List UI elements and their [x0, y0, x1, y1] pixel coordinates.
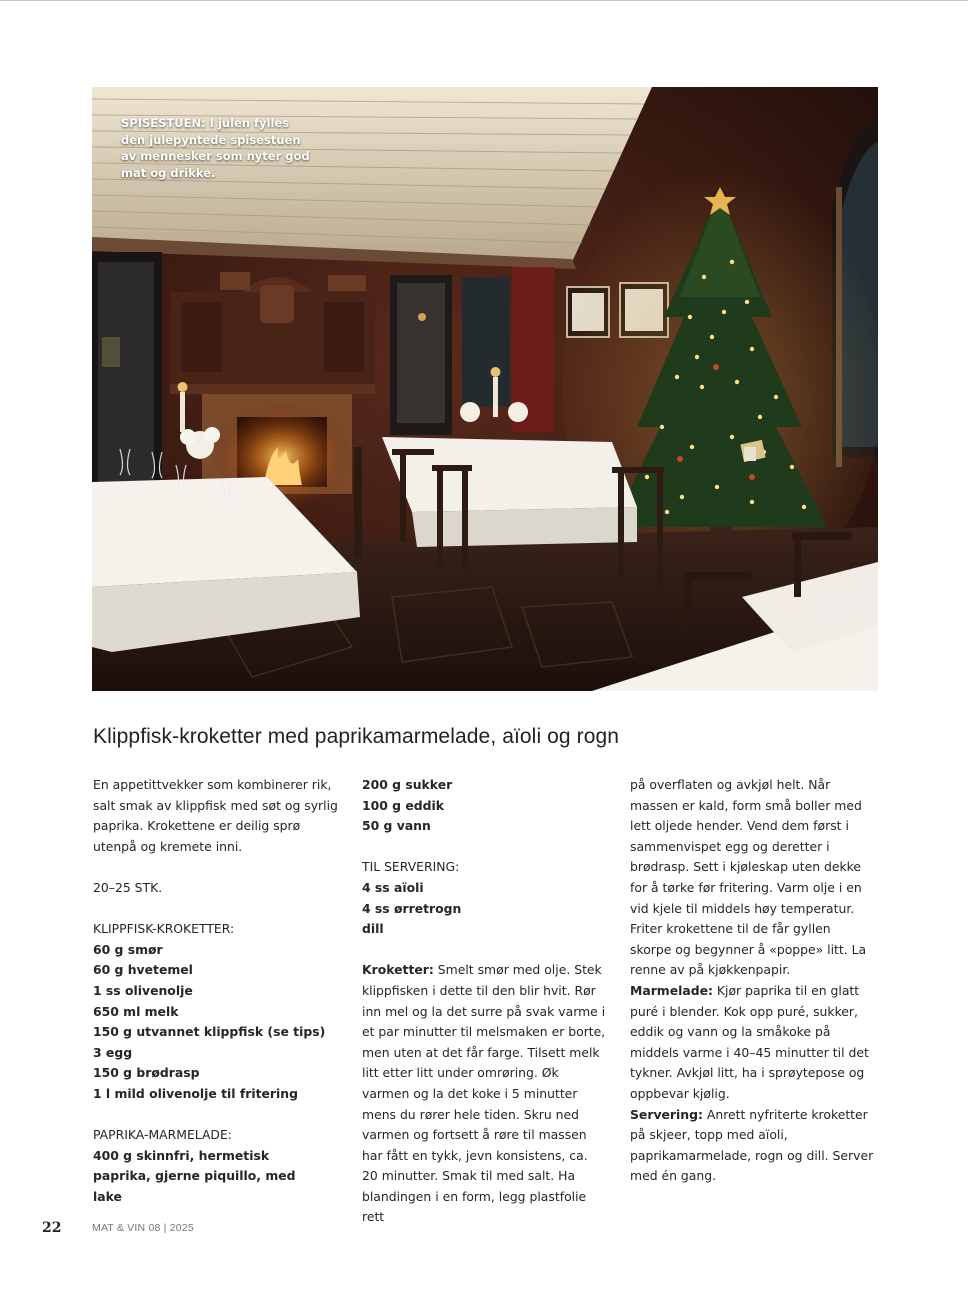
top-rule — [0, 0, 968, 1]
croquettes-method-text: Smelt smør med olje. Stek klippfisken i dette til den blir hvit. Rør inn mel og la det surre på svak varme i et par minutter til melsmaken er borte, men uten at det får farge. Tilsett melk litt etter litt under omrøring. Øk varmen og la det koke i 5 minutter mens du rører hele tiden. Skru ned varmen og fortsett å røre til massen har fått en tykk, jevn konsistens, ca. 20 minutter. Smak til med salt. Ha blandingen i en form, legg plastfolie rett — [362, 962, 606, 1225]
ingredient-item: 400 g skinnfri, hermetisk paprika, gjerne piquillo, med lake — [93, 1147, 296, 1204]
recipe-title: Klippfisk-kroketter med paprikamarmelade, aïoli og rogn — [93, 725, 620, 748]
marmalade-heading: PAPRIKA-MARMELADE: — [93, 1127, 232, 1143]
marmalade-method-text: Kjør paprika til en glatt puré i blender. Kok opp puré, sukker, eddik og vann og la småkoke på middels varme i 40–45 minutter til det tykner. Avkjøl litt, ha i sprøytepose og oppbevar kjølig. — [630, 982, 869, 1101]
page-number: 22 — [42, 1220, 62, 1236]
serving-method-label: Servering: — [630, 1106, 703, 1122]
ingredient-item: 60 g hvetemel — [93, 962, 193, 978]
croquettes-method-continued: på overflaten og avkjøl helt. Når massen er kald, form små boller med lett oljede hender. Vend dem først i sammenvispet egg og deretter i brødrasp. Sett i kjøleskap uten dekke for å tørke før fritering. Varm olje i en vid kjele til middels høy temperatur. Friter krokettene til de får gyllen skorpe og begynner å «poppe» litt. La renne av på kjøkkenpapir. — [630, 777, 867, 978]
marmalade-method-label: Marmelade: — [630, 982, 713, 998]
ingredient-item: 1 l mild olivenolje til fritering — [93, 1085, 298, 1101]
ingredient-item: 150 g utvannet klippfisk (se tips) — [93, 1024, 326, 1040]
ingredient-item: 60 g smør — [93, 941, 163, 957]
ingredient-item: 1 ss olivenolje — [93, 982, 193, 998]
ingredient-item: 150 g brødrasp — [93, 1065, 200, 1081]
photo-caption: SPISESTUEN: I julen fylles den julepyntede spisestuen av mennesker som nyter god mat og drikke. — [121, 116, 310, 180]
ingredient-item: 50 g vann — [362, 818, 431, 834]
croquettes-method — [362, 960, 607, 1228]
column-2 — [362, 775, 607, 1228]
serving-method — [630, 1105, 875, 1187]
marmalade-method — [630, 981, 875, 1105]
croquettes-heading: KLIPPFISK-KROKETTER: — [93, 921, 235, 937]
ingredient-item: 200 g sukker — [362, 777, 453, 792]
ingredient-item: 100 g eddik — [362, 797, 444, 813]
ingredient-item: 4 ss aïoli — [362, 879, 424, 895]
serving-heading: TIL SERVERING: — [362, 859, 460, 875]
page-footer — [0, 1220, 968, 1240]
publication-info: MAT & VIN 08 | 2025 — [92, 1222, 194, 1234]
ingredient-item: 3 egg — [93, 1044, 133, 1060]
recipe-yield: 20–25 STK. — [93, 879, 163, 895]
column-3 — [630, 775, 875, 1187]
column-1 — [93, 775, 338, 1207]
ingredient-item: 4 ss ørretrogn — [362, 900, 462, 916]
recipe-intro: En appetittvekker som kombinerer rik, salt smak av klippfisk med søt og syrlig paprika. Krokettene er deilig sprø utenpå og kremete inni. — [93, 777, 338, 854]
serving-method-text: Anrett nyfriterte kroketter på skjeer, topp med aïoli, paprikamarmelade, rogn og dill. Server med én gang. — [630, 1106, 874, 1184]
croquettes-method-label: Kroketter: — [362, 962, 434, 978]
ingredient-item: dill — [362, 921, 384, 937]
ingredient-item: 650 ml melk — [93, 1003, 179, 1019]
